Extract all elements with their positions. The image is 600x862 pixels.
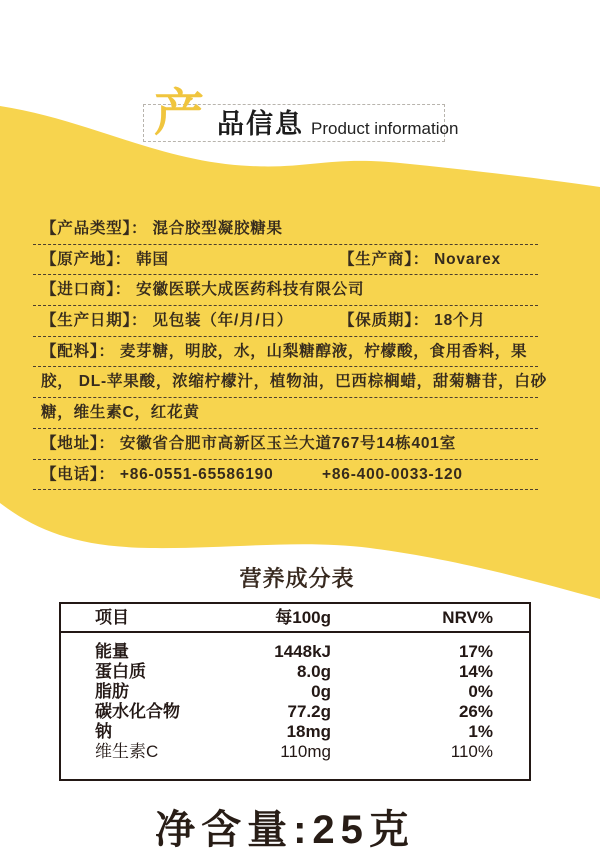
info-row-date-shelflife xyxy=(33,306,538,337)
info-row-address xyxy=(33,429,538,460)
cell-per100g: 110mg xyxy=(280,742,331,761)
info-row-text-right: 【保质期】： 18个月 xyxy=(339,312,486,330)
info-row-text: 【生产日期】： 见包装（年/月/日） xyxy=(41,312,294,330)
table-row-fat xyxy=(61,682,529,702)
nutrition-table xyxy=(59,602,531,781)
cell-name: 碳水化合物 xyxy=(95,702,180,721)
cell-nrv: 110% xyxy=(450,742,493,761)
cell-per100g: 18mg xyxy=(286,722,331,741)
page-title-cn: 品信息 xyxy=(217,109,304,139)
info-row-text: 【地址】： 安徽省合肥市高新区玉兰大道767号14栋401室 xyxy=(41,434,457,452)
nutrition-table-body xyxy=(61,633,529,762)
cell-nrv: 17% xyxy=(458,642,493,661)
page-title-en: Product information xyxy=(311,119,459,138)
info-row-importer xyxy=(33,275,538,306)
info-row-text: 【配料】： 麦芽糖，明胶，水，山梨糖醇液，柠檬酸，食用香料，果 xyxy=(41,342,528,360)
info-row-ingredients-1 xyxy=(33,337,538,368)
cell-name: 维生素C xyxy=(95,742,159,761)
info-row-text: 【产品类型】： 混合胶型凝胶糖果 xyxy=(41,220,283,237)
col-header-item: 项目 xyxy=(95,608,129,627)
cell-nrv: 1% xyxy=(468,722,493,741)
cell-per100g: 77.2g xyxy=(287,702,331,721)
info-row-phone xyxy=(33,460,538,491)
table-row-carbohydrate xyxy=(61,702,529,722)
table-row-vitamin-c xyxy=(61,742,529,762)
cell-name: 钠 xyxy=(95,722,112,741)
cell-nrv: 0% xyxy=(468,682,493,701)
col-header-nrv: NRV% xyxy=(442,608,493,627)
cell-name: 脂肪 xyxy=(95,682,129,701)
info-row-text: 【电话】： +86-0551-65586190 xyxy=(41,465,274,483)
info-row-text: 糖，维生素C，红花黄 xyxy=(41,404,200,422)
info-row-text-right: +86-400-0033-120 xyxy=(322,465,463,483)
cell-per100g: 8.0g xyxy=(296,662,331,681)
table-row-sodium xyxy=(61,722,529,742)
cell-nrv: 26% xyxy=(458,702,493,721)
info-row-product-type xyxy=(33,214,538,245)
info-row-origin-manufacturer xyxy=(33,245,538,276)
info-row-ingredients-3 xyxy=(33,398,538,429)
col-header-per100g: 每100g xyxy=(275,608,331,627)
product-info-list xyxy=(33,214,548,490)
cell-nrv: 14% xyxy=(458,662,493,681)
title-accent-char: 产 xyxy=(154,85,204,141)
cell-per100g: 0g xyxy=(311,682,331,701)
cell-per100g: 1448kJ xyxy=(274,642,331,661)
cell-name: 能量 xyxy=(95,642,129,661)
info-row-text-right: 【生产商】： Novarex xyxy=(339,250,501,268)
info-row-text: 【进口商】： 安徽医联大成医药科技有限公司 xyxy=(41,281,365,299)
table-row-energy xyxy=(61,642,529,662)
cell-name: 蛋白质 xyxy=(95,662,146,681)
nutrition-table-title: 营养成分表 xyxy=(239,566,355,591)
info-row-text: 【原产地】： 韩国 xyxy=(41,250,169,268)
table-row-protein xyxy=(61,662,529,682)
info-row-ingredients-2 xyxy=(33,367,548,398)
nutrition-table-header xyxy=(61,604,529,633)
net-weight-text: 净含量:25克 xyxy=(155,808,415,852)
info-row-text: 胶， DL-苹果酸，浓缩柠檬汁，植物油，巴西棕榈蜡，甜菊糖苷，白砂 xyxy=(41,373,548,391)
